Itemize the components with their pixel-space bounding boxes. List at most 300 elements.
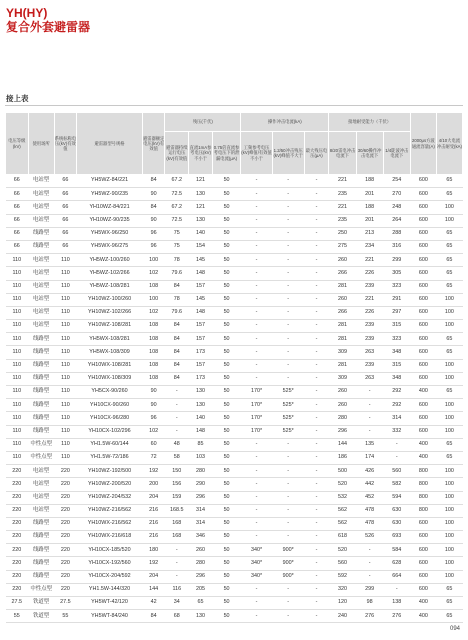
- table-cell: YH1.5W-60/144: [77, 438, 143, 451]
- table-cell: YH10WZ-102/266: [77, 306, 143, 319]
- table-cell: 110: [6, 346, 29, 359]
- table-cell: 121: [189, 201, 213, 214]
- table-cell: -: [356, 386, 383, 399]
- col-switching-impulse: 30/60操作冲击电流下: [356, 132, 383, 175]
- table-cell: 65: [436, 346, 462, 359]
- table-cell: 66: [54, 188, 77, 201]
- table-cell: 144: [329, 438, 356, 451]
- table-cell: 100: [436, 201, 462, 214]
- table-cell: -: [304, 346, 329, 359]
- table-cell: 263: [356, 346, 383, 359]
- table-cell: -: [304, 597, 329, 610]
- table-cell: YH10WZ-100/260: [77, 293, 143, 306]
- table-cell: 235: [329, 214, 356, 227]
- table-row: [6, 478, 463, 491]
- table-cell: 66: [54, 240, 77, 253]
- table-cell: YH10WZ-216/562: [77, 504, 143, 517]
- table-cell: -: [272, 478, 304, 491]
- table-cell: 254: [383, 175, 410, 188]
- table-cell: 600: [410, 333, 436, 346]
- table-cell: 65: [436, 175, 462, 188]
- table-cell: 50: [212, 399, 240, 412]
- table-cell: 900*: [272, 544, 304, 557]
- table-cell: 600: [410, 372, 436, 385]
- table-cell: 50: [212, 240, 240, 253]
- table-cell: -: [383, 451, 410, 464]
- table-row: [6, 531, 463, 544]
- table-cell: 100: [436, 214, 462, 227]
- table-cell: 50: [212, 504, 240, 517]
- table-cell: YH5WZ-108/281: [77, 280, 143, 293]
- table-cell: 148: [189, 267, 213, 280]
- table-cell: 50: [212, 227, 240, 240]
- col-dc-ref-voltage: 直流1mA参考电压(kV)不小于: [189, 132, 213, 175]
- table-cell: 65: [436, 188, 462, 201]
- table-cell: 110: [54, 412, 77, 425]
- table-cell: 220: [6, 544, 29, 557]
- table-cell: 50: [212, 214, 240, 227]
- table-cell: 66: [6, 175, 29, 188]
- table-cell: 电站型: [28, 320, 54, 333]
- table-cell: 110: [54, 254, 77, 267]
- col-square-wave: 2000μs方波通流容量(A): [410, 113, 436, 175]
- table-cell: 110: [54, 425, 77, 438]
- col-steep-impulse: 1/4陡波冲击电流下: [383, 132, 410, 175]
- table-cell: 170*: [241, 386, 273, 399]
- table-cell: -: [304, 240, 329, 253]
- table-cell: -: [304, 386, 329, 399]
- table-cell: 305: [383, 267, 410, 280]
- table-cell: 168: [165, 517, 189, 530]
- table-cell: 110: [6, 399, 29, 412]
- table-row: [6, 412, 463, 425]
- table-row: [6, 214, 463, 227]
- table-cell: 315: [383, 359, 410, 372]
- table-cell: 100: [436, 491, 462, 504]
- table-cell: YH5WT-42/120: [77, 597, 143, 610]
- table-cell: YH10WZ-204/532: [77, 491, 143, 504]
- table-cell: 66: [54, 227, 77, 240]
- table-row: [6, 465, 463, 478]
- table-cell: 220: [6, 557, 29, 570]
- table-cell: 84: [165, 372, 189, 385]
- table-cell: YH5WZ-102/266: [77, 267, 143, 280]
- table-cell: 100: [436, 504, 462, 517]
- table-cell: 220: [6, 531, 29, 544]
- table-row: [6, 557, 463, 570]
- table-row: [6, 306, 463, 319]
- table-cell: 100: [436, 306, 462, 319]
- table-cell: -: [272, 333, 304, 346]
- table-cell: 110: [6, 359, 29, 372]
- table-cell: 275: [329, 240, 356, 253]
- table-cell: 电站型: [28, 254, 54, 267]
- table-cell: 148: [189, 425, 213, 438]
- table-cell: 315: [383, 320, 410, 333]
- table-cell: 84: [142, 201, 165, 214]
- table-cell: -: [241, 597, 273, 610]
- table-cell: -: [272, 451, 304, 464]
- table-row: [6, 359, 463, 372]
- table-cell: 220: [6, 517, 29, 530]
- table-cell: 309: [329, 372, 356, 385]
- table-cell: -: [241, 227, 273, 240]
- table-cell: 中性点型: [28, 438, 54, 451]
- table-row: [6, 610, 463, 623]
- table-cell: 144: [142, 583, 165, 596]
- table-cell: 630: [383, 517, 410, 530]
- table-cell: -: [241, 372, 273, 385]
- table-cell: 65: [189, 597, 213, 610]
- table-cell: 280: [329, 412, 356, 425]
- table-cell: YH10CX-192/560: [77, 557, 143, 570]
- table-cell: -: [356, 425, 383, 438]
- table-cell: 600: [410, 280, 436, 293]
- table-cell: 100: [436, 372, 462, 385]
- table-cell: 192: [142, 557, 165, 570]
- table-cell: YH10WZ-84/221: [77, 201, 143, 214]
- table-cell: 铁道型: [28, 610, 54, 623]
- table-cell: 电站型: [28, 175, 54, 188]
- table-cell: 线路型: [28, 386, 54, 399]
- table-cell: 66: [6, 188, 29, 201]
- table-cell: 65: [436, 451, 462, 464]
- table-cell: 78: [165, 293, 189, 306]
- table-cell: -: [165, 557, 189, 570]
- table-cell: YH5WZ-100/260: [77, 254, 143, 267]
- table-cell: 110: [54, 386, 77, 399]
- table-row: [6, 333, 463, 346]
- table-cell: 221: [329, 201, 356, 214]
- table-cell: 800: [410, 491, 436, 504]
- table-cell: 65: [436, 280, 462, 293]
- table-cell: 174: [356, 451, 383, 464]
- table-cell: 110: [54, 293, 77, 306]
- table-cell: YH10CX-96/280: [77, 412, 143, 425]
- table-cell: 110: [6, 267, 29, 280]
- table-cell: 664: [383, 570, 410, 583]
- table-cell: 140: [189, 412, 213, 425]
- table-cell: -: [241, 359, 273, 372]
- table-cell: 220: [54, 504, 77, 517]
- table-cell: 221: [329, 175, 356, 188]
- table-cell: 220: [54, 491, 77, 504]
- table-cell: 65: [436, 386, 462, 399]
- table-cell: 280: [189, 557, 213, 570]
- table-cell: 84: [142, 175, 165, 188]
- table-cell: 170*: [241, 399, 273, 412]
- table-cell: -: [272, 359, 304, 372]
- table-cell: 50: [212, 293, 240, 306]
- table-cell: 50: [212, 478, 240, 491]
- table-cell: -: [304, 570, 329, 583]
- table-cell: -: [356, 570, 383, 583]
- table-cell: 66: [54, 175, 77, 188]
- table-cell: 264: [383, 214, 410, 227]
- table-row: [6, 267, 463, 280]
- table-cell: 600: [410, 254, 436, 267]
- table-cell: 中性点型: [28, 583, 54, 596]
- table-cell: 292: [383, 399, 410, 412]
- table-cell: 201: [356, 188, 383, 201]
- table-cell: -: [241, 504, 273, 517]
- table-cell: 65: [436, 240, 462, 253]
- table-cell: 630: [383, 504, 410, 517]
- table-cell: 90: [142, 399, 165, 412]
- table-cell: YH5WX-108/281: [77, 333, 143, 346]
- table-row: [6, 254, 463, 267]
- table-cell: 120: [329, 597, 356, 610]
- table-cell: 50: [212, 491, 240, 504]
- table-cell: -: [304, 438, 329, 451]
- table-cell: 75: [165, 240, 189, 253]
- table-cell: 628: [383, 557, 410, 570]
- table-cell: 140: [189, 227, 213, 240]
- table-cell: 520: [329, 478, 356, 491]
- table-cell: 102: [142, 306, 165, 319]
- table-cell: 50: [212, 320, 240, 333]
- table-cell: 348: [383, 372, 410, 385]
- table-cell: -: [272, 610, 304, 623]
- table-cell: 296: [189, 570, 213, 583]
- table-cell: 130: [189, 214, 213, 227]
- table-row: [6, 227, 463, 240]
- table-cell: 110: [54, 333, 77, 346]
- table-cell: 100: [436, 570, 462, 583]
- table-cell: 600: [410, 306, 436, 319]
- table-cell: 220: [6, 570, 29, 583]
- table-cell: 239: [356, 320, 383, 333]
- table-cell: 130: [189, 399, 213, 412]
- section-title: 接上表: [6, 94, 29, 103]
- table-cell: 235: [329, 188, 356, 201]
- table-cell: 584: [383, 544, 410, 557]
- table-cell: 525*: [272, 412, 304, 425]
- table-cell: 50: [212, 610, 240, 623]
- table-cell: 50: [212, 451, 240, 464]
- table-cell: -: [304, 201, 329, 214]
- table-row: [6, 175, 463, 188]
- table-cell: 110: [6, 293, 29, 306]
- table-cell: YH10WX-108/309: [77, 372, 143, 385]
- table-cell: 600: [410, 320, 436, 333]
- table-cell: YH10CX-204/592: [77, 570, 143, 583]
- table-cell: -: [241, 201, 273, 214]
- table-cell: 84: [142, 610, 165, 623]
- table-cell: 84: [165, 280, 189, 293]
- table-cell: 332: [383, 425, 410, 438]
- table-cell: -: [304, 504, 329, 517]
- table-cell: 79.6: [165, 306, 189, 319]
- table-cell: YH10WZ-192/500: [77, 465, 143, 478]
- table-cell: YH10CX-185/520: [77, 544, 143, 557]
- spec-table: [5, 112, 463, 623]
- section-divider: [5, 105, 463, 106]
- table-cell: 66: [6, 227, 29, 240]
- table-cell: -: [272, 517, 304, 530]
- table-cell: -: [272, 293, 304, 306]
- table-cell: 50: [212, 438, 240, 451]
- table-cell: -: [272, 254, 304, 267]
- table-cell: 98: [356, 597, 383, 610]
- table-cell: 100: [142, 293, 165, 306]
- table-cell: -: [356, 399, 383, 412]
- table-cell: 50: [212, 306, 240, 319]
- table-cell: -: [304, 544, 329, 557]
- table-cell: 600: [410, 531, 436, 544]
- table-cell: 452: [356, 491, 383, 504]
- table-cell: 线路型: [28, 557, 54, 570]
- table-cell: 220: [6, 491, 29, 504]
- table-cell: -: [272, 280, 304, 293]
- table-cell: -: [272, 188, 304, 201]
- table-cell: 50: [212, 333, 240, 346]
- table-cell: 72.5: [165, 188, 189, 201]
- table-cell: 100: [436, 293, 462, 306]
- table-cell: -: [272, 597, 304, 610]
- table-cell: 108: [142, 346, 165, 359]
- table-cell: 65: [436, 597, 462, 610]
- table-cell: 50: [212, 557, 240, 570]
- table-cell: 110: [54, 372, 77, 385]
- table-cell: 600: [410, 557, 436, 570]
- table-cell: 50: [212, 280, 240, 293]
- table-cell: 290: [189, 478, 213, 491]
- table-cell: 204: [142, 491, 165, 504]
- table-cell: 800: [410, 478, 436, 491]
- table-cell: 线路型: [28, 240, 54, 253]
- table-cell: 线路型: [28, 333, 54, 346]
- table-cell: 800: [410, 465, 436, 478]
- table-cell: 27.5: [54, 597, 77, 610]
- table-cell: -: [272, 531, 304, 544]
- table-cell: 600: [410, 293, 436, 306]
- table-cell: 100: [436, 478, 462, 491]
- table-cell: 108: [142, 320, 165, 333]
- page-subtitle: 复合外套避雷器: [6, 20, 91, 34]
- table-cell: 170*: [241, 425, 273, 438]
- table-cell: 600: [410, 583, 436, 596]
- table-cell: 168.5: [165, 504, 189, 517]
- table-cell: -: [304, 293, 329, 306]
- table-cell: 100: [436, 359, 462, 372]
- table-cell: 100: [436, 544, 462, 557]
- table-cell: 50: [212, 597, 240, 610]
- table-cell: 110: [54, 346, 77, 359]
- table-cell: 240: [329, 610, 356, 623]
- table-cell: -: [241, 293, 273, 306]
- table-cell: YH5WT-84/240: [77, 610, 143, 623]
- table-cell: 316: [383, 240, 410, 253]
- table-cell: -: [383, 583, 410, 596]
- table-cell: 电站型: [28, 214, 54, 227]
- table-cell: 34: [165, 597, 189, 610]
- table-cell: 560: [329, 557, 356, 570]
- table-cell: 50: [212, 346, 240, 359]
- table-cell: 42: [142, 597, 165, 610]
- table-cell: 50: [212, 359, 240, 372]
- table-cell: 192: [142, 465, 165, 478]
- table-cell: 103: [189, 451, 213, 464]
- table-cell: 84: [165, 346, 189, 359]
- table-cell: -: [356, 544, 383, 557]
- table-cell: 159: [165, 491, 189, 504]
- table-cell: -: [304, 451, 329, 464]
- table-cell: 168: [165, 531, 189, 544]
- table-cell: 276: [383, 610, 410, 623]
- table-cell: 693: [383, 531, 410, 544]
- table-cell: 66: [6, 214, 29, 227]
- table-cell: 110: [6, 320, 29, 333]
- table-cell: YH5WX-96/250: [77, 227, 143, 240]
- table-cell: -: [241, 531, 273, 544]
- table-cell: 110: [6, 280, 29, 293]
- table-cell: 800: [410, 504, 436, 517]
- table-cell: 157: [189, 280, 213, 293]
- table-cell: 220: [54, 465, 77, 478]
- table-cell: 100: [436, 412, 462, 425]
- table-cell: YH1.5W-144/320: [77, 583, 143, 596]
- table-cell: 60: [142, 438, 165, 451]
- table-cell: -: [241, 214, 273, 227]
- table-cell: 213: [356, 227, 383, 240]
- table-cell: 66: [6, 201, 29, 214]
- table-cell: 100: [436, 320, 462, 333]
- table-cell: 270: [383, 188, 410, 201]
- table-cell: -: [241, 610, 273, 623]
- table-cell: 110: [6, 451, 29, 464]
- table-cell: 157: [189, 359, 213, 372]
- table-cell: 900*: [272, 570, 304, 583]
- table-cell: 96: [142, 240, 165, 253]
- table-cell: 594: [383, 491, 410, 504]
- col-model: 避雷器型号规格: [77, 113, 143, 175]
- col-continuous-voltage: 避雷器持续运行电压(kV)有效值: [165, 132, 189, 175]
- table-cell: -: [304, 214, 329, 227]
- table-cell: 500: [329, 465, 356, 478]
- table-cell: 72: [142, 451, 165, 464]
- table-cell: 100: [142, 254, 165, 267]
- table-cell: 220: [54, 517, 77, 530]
- table-cell: -: [241, 346, 273, 359]
- table-row: [6, 201, 463, 214]
- table-cell: -: [304, 320, 329, 333]
- table-cell: 100: [436, 531, 462, 544]
- col-power-freq-ref: 工频参考电压(kV)峰值/有效值不小于: [241, 132, 273, 175]
- table-cell: 50: [212, 188, 240, 201]
- table-cell: 65: [436, 227, 462, 240]
- table-cell: -: [241, 175, 273, 188]
- table-cell: 186: [329, 451, 356, 464]
- table-cell: 426: [356, 465, 383, 478]
- table-cell: -: [304, 465, 329, 478]
- table-cell: -: [165, 425, 189, 438]
- table-cell: 156: [165, 478, 189, 491]
- table-cell: 221: [356, 254, 383, 267]
- table-cell: 340*: [241, 570, 273, 583]
- table-cell: 442: [356, 478, 383, 491]
- table-cell: 55: [6, 610, 29, 623]
- table-cell: 85: [189, 438, 213, 451]
- table-cell: 299: [356, 583, 383, 596]
- table-cell: -: [304, 306, 329, 319]
- table-cell: 221: [356, 293, 383, 306]
- table-cell: -: [165, 399, 189, 412]
- table-cell: 电站型: [28, 491, 54, 504]
- table-cell: 288: [383, 227, 410, 240]
- table-cell: -: [241, 267, 273, 280]
- table-cell: 线路型: [28, 531, 54, 544]
